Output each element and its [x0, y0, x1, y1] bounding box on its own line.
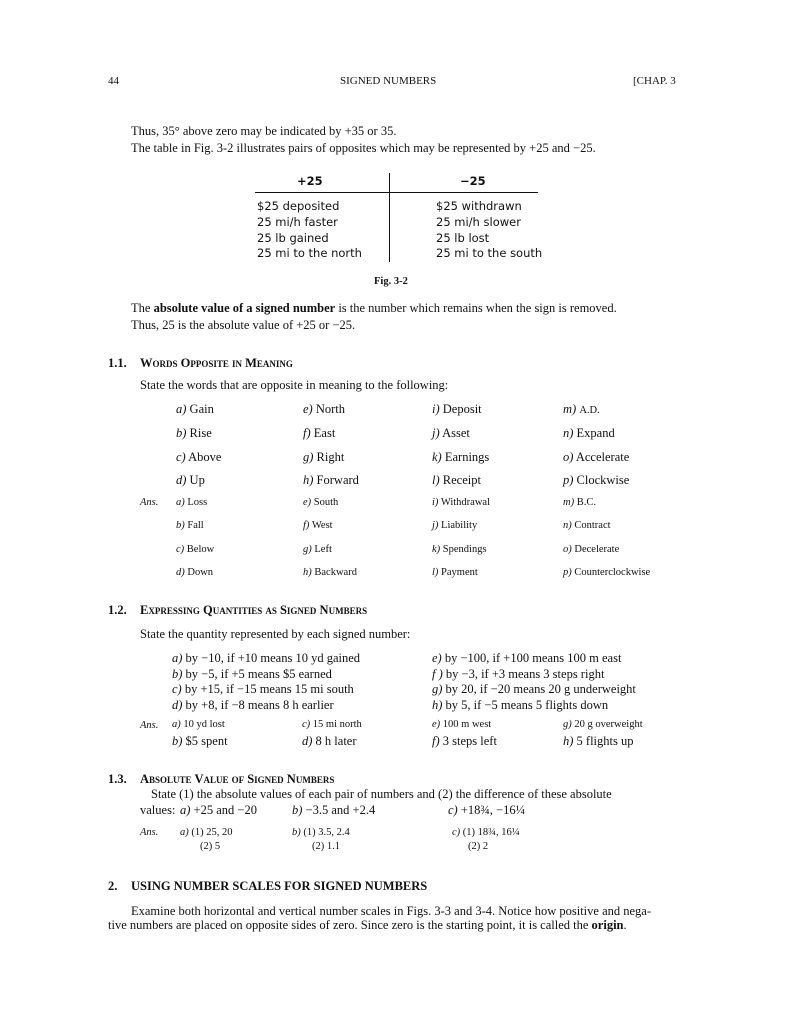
section-number: 2. — [108, 879, 118, 893]
item-text: by +8, if −8 means 8 h earlier — [185, 698, 334, 712]
item-word: North — [315, 402, 346, 416]
item-word: Decelerate — [574, 544, 620, 555]
item-word: Fall — [187, 520, 204, 531]
item-text: +25 and −20 — [193, 803, 257, 817]
section-number: 1.2. — [108, 603, 127, 617]
item-letter: e) — [303, 402, 313, 416]
item-letter: a) — [176, 402, 187, 416]
item-word: Spendings — [442, 544, 487, 555]
item-word: Clockwise — [576, 473, 630, 487]
item-word: Right — [316, 450, 345, 464]
section-title: Words Opposite in Meaning — [140, 356, 293, 370]
item-text: −3.5 and +2.4 — [305, 803, 376, 817]
item-word: Above — [188, 450, 222, 464]
item-text: 20 g overweight — [574, 719, 643, 730]
item-letter: n) — [563, 520, 572, 531]
item-letter: c) — [302, 719, 311, 730]
values-label: values: — [140, 803, 176, 817]
table-cell: $25 withdrawn — [436, 199, 522, 213]
section-title: Absolute Value of Signed Numbers — [140, 772, 335, 786]
item-letter: m) — [563, 497, 575, 508]
item-letter: o) — [563, 450, 574, 464]
item-text: +18¾, −16¼ — [460, 803, 525, 817]
item-text: by 20, if −20 means 20 g underweight — [445, 682, 636, 696]
term: origin — [591, 918, 624, 932]
item-text: $5 spent — [185, 734, 228, 748]
figure-caption: Fig. 3-2 — [374, 276, 408, 287]
item-letter: g) — [303, 450, 314, 464]
item-text: (2) 1.1 — [312, 841, 340, 852]
item-word: Gain — [189, 402, 214, 416]
item-text: (1) 3.5, 2.4 — [303, 827, 350, 838]
item-letter: b) — [292, 803, 303, 817]
item-word: Down — [187, 567, 214, 578]
item-letter: f) — [432, 734, 440, 748]
text: The — [131, 301, 151, 315]
item-letter: f) — [303, 520, 310, 531]
answers-label: Ans. — [140, 827, 159, 838]
item-letter: e) — [432, 651, 442, 665]
item-word: A.D. — [579, 405, 600, 416]
answers-label: Ans. — [140, 497, 159, 508]
table-divider — [389, 173, 390, 262]
item-word: Payment — [441, 567, 478, 578]
item-text: by +15, if −15 means 15 mi south — [184, 682, 354, 696]
item-letter: c) — [448, 803, 458, 817]
item-word: Up — [189, 473, 205, 487]
item-word: Below — [186, 544, 215, 555]
item-word: B.C. — [576, 497, 596, 508]
item-letter: c) — [176, 450, 186, 464]
item-letter: h) — [563, 734, 574, 748]
item-letter: b) — [172, 734, 183, 748]
item-text: by −10, if +10 means 10 yd gained — [185, 651, 361, 665]
item-text: 15 mi north — [312, 719, 362, 730]
item-word: Counterclockwise — [574, 567, 651, 578]
item-text: (2) 5 — [200, 841, 221, 852]
absolute-value-definition — [131, 301, 617, 316]
item-word: Backward — [314, 567, 357, 578]
paragraph-line: Examine both horizontal and vertical number scales in Figs. 3-3 and 3-4. Notice how positive and nega- — [131, 904, 652, 918]
text: . — [623, 918, 627, 932]
item-letter: e) — [303, 497, 312, 508]
item-letter: p) — [563, 473, 574, 487]
item-letter: e) — [432, 719, 441, 730]
item-letter: a) — [172, 719, 181, 730]
item-letter: j) — [432, 426, 440, 440]
item-text: by 5, if −5 means 5 flights down — [445, 698, 609, 712]
item-word: Loss — [187, 497, 208, 508]
item-letter: i) — [432, 402, 440, 416]
text: tive numbers are placed on opposite sides of zero. Since zero is the starting point, it is called the — [108, 918, 589, 932]
absolute-value-example: Thus, 25 is the absolute value of +25 or −25. — [131, 318, 356, 332]
item-letter: h) — [303, 567, 312, 578]
item-word: South — [313, 497, 339, 508]
item-letter: n) — [563, 426, 574, 440]
item-letter: a) — [172, 651, 183, 665]
item-text: by −100, if +100 means 100 m east — [444, 651, 622, 665]
item-letter: i) — [432, 497, 439, 508]
item-text: (1) 25, 20 — [191, 827, 233, 838]
item-letter: d) — [302, 734, 313, 748]
item-letter: h) — [303, 473, 314, 487]
item-letter: c) — [172, 682, 182, 696]
item-letter: k) — [432, 544, 441, 555]
item-letter: g) — [563, 719, 572, 730]
table-cell: 25 mi/h slower — [436, 215, 521, 229]
section-prompt: State the quantity represented by each signed number: — [140, 627, 411, 641]
item-letter: d) — [176, 567, 185, 578]
item-letter: a) — [180, 827, 189, 838]
item-text: by −3, if +3 means 3 steps right — [445, 667, 605, 681]
item-text: 5 flights up — [576, 734, 634, 748]
table-col1-header: +25 — [297, 174, 323, 188]
item-letter: m) — [563, 402, 577, 416]
table-cell: 25 mi/h faster — [257, 215, 338, 229]
item-text: by −5, if +5 means $5 earned — [185, 667, 332, 681]
running-title: SIGNED NUMBERS — [340, 75, 437, 87]
item-letter: b) — [176, 520, 185, 531]
item-word: Withdrawal — [440, 497, 491, 508]
item-letter: f ) — [432, 667, 443, 681]
item-letter: c) — [176, 544, 185, 555]
item-letter: h) — [432, 698, 443, 712]
item-word: Accelerate — [575, 450, 630, 464]
table-col2-header: −25 — [460, 174, 486, 188]
section-number: 1.3. — [108, 772, 127, 786]
item-word: West — [311, 520, 333, 531]
item-text: (1) 18¾, 16¼ — [462, 827, 520, 838]
item-word: Rise — [189, 426, 212, 440]
item-letter: g) — [303, 544, 312, 555]
section-prompt: State (1) the absolute values of each pair of numbers and (2) the difference of these absolute — [151, 787, 612, 801]
table-cell: $25 deposited — [257, 199, 340, 213]
item-text: 3 steps left — [442, 734, 497, 748]
item-letter: d) — [176, 473, 187, 487]
item-word: East — [313, 426, 336, 440]
term: absolute value of a signed number — [153, 301, 336, 315]
section-number: 1.1. — [108, 356, 127, 370]
item-letter: l) — [432, 473, 440, 487]
table-cell: 25 lb gained — [257, 231, 329, 245]
section-prompt: State the words that are opposite in meaning to the following: — [140, 378, 449, 392]
item-letter: b) — [292, 827, 301, 838]
intro-line-2: The table in Fig. 3-2 illustrates pairs of opposites which may be represented by +25 and −25. — [131, 141, 596, 155]
item-word: Deposit — [442, 402, 482, 416]
item-word: Forward — [316, 473, 359, 487]
table-cell: 25 lb lost — [436, 231, 490, 245]
item-word: Liability — [441, 520, 478, 531]
item-word: Receipt — [442, 473, 481, 487]
item-text: 100 m west — [442, 719, 492, 730]
section-title: Expressing Quantities as Signed Numbers — [140, 603, 368, 617]
item-text: (2) 2 — [468, 841, 489, 852]
table-header-rule — [255, 192, 538, 193]
table-cell: 25 mi to the north — [257, 246, 362, 260]
item-letter: o) — [563, 544, 572, 555]
text: is the number which remains when the sign is removed. — [338, 301, 617, 315]
section-title: USING NUMBER SCALES FOR SIGNED NUMBERS — [131, 879, 428, 893]
item-letter: b) — [176, 426, 187, 440]
page-number: 44 — [108, 75, 119, 87]
item-text: 10 yd lost — [183, 719, 225, 730]
item-word: Expand — [576, 426, 615, 440]
paragraph-line — [108, 918, 627, 933]
item-letter: a) — [180, 803, 191, 817]
item-letter: b) — [172, 667, 183, 681]
item-letter: p) — [563, 567, 572, 578]
item-letter: f) — [303, 426, 311, 440]
item-word: Left — [314, 544, 332, 555]
item-word: Asset — [442, 426, 470, 440]
item-letter: l) — [432, 567, 439, 578]
answers-label: Ans. — [140, 720, 159, 731]
item-letter: k) — [432, 450, 442, 464]
item-letter: d) — [172, 698, 183, 712]
item-letter: g) — [432, 682, 443, 696]
table-cell: 25 mi to the south — [436, 246, 543, 260]
item-letter: j) — [432, 520, 439, 531]
intro-line-1: Thus, 35° above zero may be indicated by +35 or 35. — [131, 124, 397, 138]
item-letter: c) — [452, 827, 461, 838]
item-word: Earnings — [444, 450, 490, 464]
item-letter: a) — [176, 497, 185, 508]
item-word: Contract — [574, 520, 611, 531]
chapter-label: [CHAP. 3 — [633, 75, 676, 87]
item-text: 8 h later — [315, 734, 357, 748]
